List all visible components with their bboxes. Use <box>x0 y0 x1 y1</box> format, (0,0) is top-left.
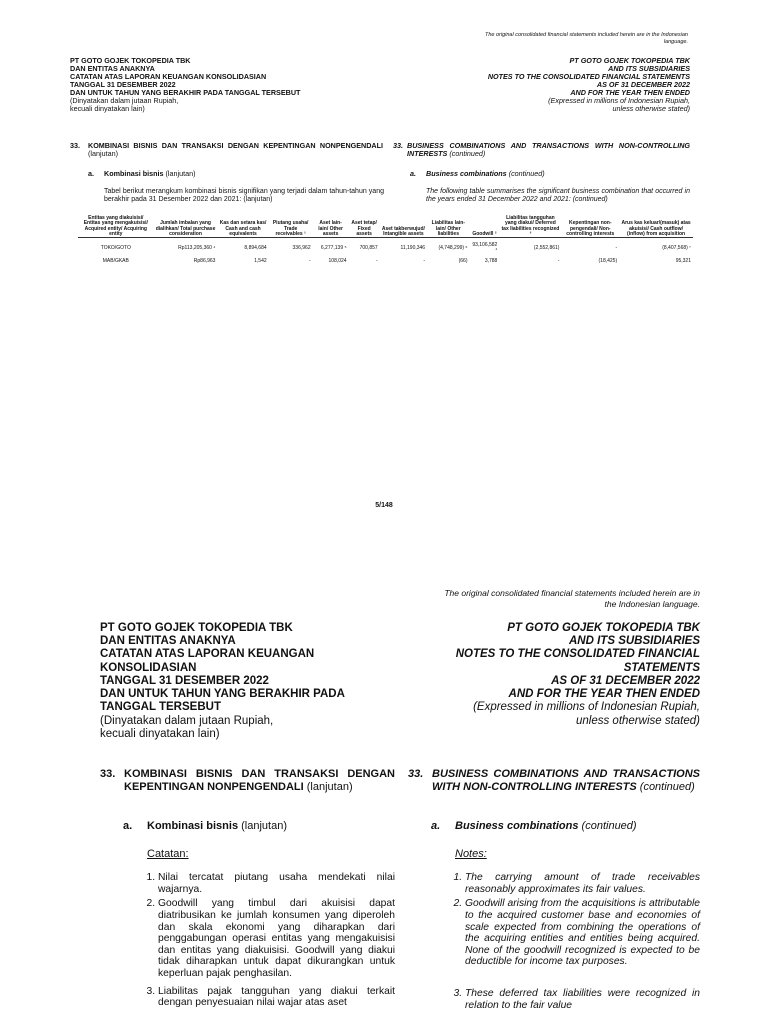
table-header-cell: Arus kas keluar/(masuk) atas akuisisi/ Cash outflow/ (inflow) from acquisition <box>619 216 693 238</box>
translation-note: The original consolidated financial statements included herein are in the Indonesian language. <box>484 32 688 46</box>
notes-list-en <box>447 872 700 1014</box>
notes-heading-en: Notes: <box>455 848 487 860</box>
list-item: 2. Goodwill yang timbul dari akuisisi dapat diatribusikan ke jumlah konsumen yang diperoleh dan skala ekonomi yang diharapkan dari penggabungan operasi entitas yang mengakuisisi dan entitas yang diakuisisi. Goodwill yang diakui tidak diharapkan untuk dapat dikurangkan untuk keperluan pajak penghasilan. <box>158 898 395 979</box>
section-title-text: KOMBINASI BISNIS DAN TRANSAKSI DENGAN KEPENTINGAN NONPENGENDALI <box>88 141 383 150</box>
section-number: 33. <box>70 141 80 150</box>
table-cell: - <box>615 244 618 251</box>
section-continued: (continued) <box>449 149 486 159</box>
table-header-cell: Liabilitas tangguhan yang diakui/ Deferred tax liabilities recognized ³ <box>499 216 561 238</box>
section-number: 33. <box>408 768 424 780</box>
right-header-line: AND FOR THE YEAR THEN ENDED <box>570 88 690 98</box>
section-title-id <box>100 768 395 793</box>
table-header-cell: Goodwill ² <box>470 216 500 238</box>
subsection-continued: (lanjutan) <box>165 169 196 178</box>
right-header-line: AND ITS SUBSIDIARIES <box>569 635 700 648</box>
subsection-title-text: Kombinasi bisnis <box>147 820 239 832</box>
translation-note: The original consolidated financial statements included herein are in the Indonesian language. <box>444 588 700 610</box>
right-header <box>400 57 690 113</box>
subsection-continued: (continued) <box>581 820 637 832</box>
page-number: 5/148 <box>375 502 393 509</box>
table-cell: 6,277,139 ⁵ <box>320 244 347 251</box>
left-header-line: (Dinyatakan dalam jutaan Rupiah, <box>100 714 274 727</box>
list-item: 3. These deferred tax liabilities were recognized in relation to the fair value <box>465 988 700 1011</box>
table-cell: 3,788 <box>484 257 498 264</box>
right-header-line: unless otherwise stated) <box>575 714 700 727</box>
table-cell: - <box>376 257 378 264</box>
subsection-continued: (lanjutan) <box>241 820 287 832</box>
section-title-text: KOMBINASI BISNIS DAN TRANSAKSI DENGAN KEPENTINGAN NONPENGENDALI <box>124 768 395 793</box>
left-header-line: kecuali dinyatakan lain) <box>100 727 220 740</box>
section-title-text: BUSINESS COMBINATIONS AND TRANSACTIONS WITH NON-CONTROLLING INTERESTS <box>407 141 690 159</box>
table-row <box>78 254 693 264</box>
table-cell: (66) <box>458 257 468 264</box>
table-cell: (4,748,299) ⁶ <box>438 244 468 251</box>
table-cell: (18,425) <box>598 257 618 264</box>
table-cell: 93,106,582 ⁴ <box>472 242 498 254</box>
table-header-cell: Kas dan setara kas/ Cash and cash equivalents <box>217 216 268 238</box>
subsection-title-en <box>410 170 545 178</box>
left-header-line: DAN ENTITAS ANAKNYA <box>70 64 155 74</box>
subsection-letter: a. <box>431 820 441 832</box>
section-continued: (continued) <box>639 780 695 793</box>
list-item: 1. Nilai tercatat piutang usaha mendekati nilai wajarnya. <box>158 872 395 895</box>
subsection-title-text: Business combinations <box>426 169 507 178</box>
subsection-letter: a. <box>410 169 416 178</box>
section-number: 33. <box>393 141 403 150</box>
subsection-continued: (continued) <box>508 169 545 178</box>
left-header-line: DAN UNTUK TAHUN YANG BERAKHIR PADA TANGGAL TERSEBUT <box>100 688 345 714</box>
table-cell: 108,024 <box>328 257 347 264</box>
notes-heading-id: Catatan: <box>147 848 189 860</box>
table-header-cell: Aset tetap/ Fixed assets <box>349 216 380 238</box>
table-cell: - <box>423 257 426 264</box>
subsection-title-text: Business combinations <box>455 820 579 832</box>
table-cell: TOKO/GOTO <box>100 244 131 251</box>
section-continued: (lanjutan) <box>88 149 118 159</box>
table-cell: MAB/GKAB <box>102 257 129 264</box>
table-cell: 1,542 <box>254 257 267 264</box>
section-title-text: BUSINESS COMBINATIONS AND TRANSACTIONS WITH NON-CONTROLLING INTERESTS <box>432 768 700 793</box>
section-continued: (lanjutan) <box>306 780 353 793</box>
table-cell: 700,857 <box>359 244 378 251</box>
section-title-id <box>70 142 383 159</box>
section-title-en <box>408 768 700 793</box>
subsection-title-text: Kombinasi bisnis <box>104 169 164 178</box>
right-header-line: NOTES TO THE CONSOLIDATED FINANCIAL STATEMENTS <box>487 72 690 82</box>
table-cell: 336,962 <box>292 244 311 251</box>
table-header-cell: Liabilitas lain-lain/ Other liabilities <box>427 216 469 238</box>
left-header-line: TANGGAL 31 DESEMBER 2022 <box>100 674 269 687</box>
subsection-letter: a. <box>123 820 133 832</box>
table-header-row <box>78 216 693 238</box>
section-title-en <box>393 142 690 159</box>
right-header-line: unless otherwise stated) <box>612 104 690 114</box>
table-cell: - <box>308 257 311 264</box>
left-header-line: DAN UNTUK TAHUN YANG BERAKHIR PADA TANGGAL TERSEBUT <box>70 88 301 98</box>
left-header-line: PT GOTO GOJEK TOKOPEDIA TBK <box>70 56 191 65</box>
table-cell: 11,190,346 <box>400 244 426 251</box>
subsection-title-id <box>88 170 195 178</box>
left-header-line: kecuali dinyatakan lain) <box>70 104 145 114</box>
table-cell: 8,894,684 <box>244 244 267 251</box>
table-header-cell: Kepentingan non-pengendali/ Non-controlling interests <box>561 216 619 238</box>
right-header-line: AND FOR THE YEAR THEN ENDED <box>508 688 700 701</box>
intro-paragraph-id: Tabel berikut merangkum kombinasi bisnis signifikan yang terjadi dalam tahun-tahun yang berakhir pada 31 Desember 2022 dan 2021: (lanjutan) <box>104 188 384 204</box>
subsection-title-en <box>431 820 637 833</box>
left-header-line: CATATAN ATAS LAPORAN KEUANGAN KONSOLIDASIAN <box>100 648 315 674</box>
right-header-line: PT GOTO GOJEK TOKOPEDIA TBK <box>569 56 690 65</box>
table-row <box>78 238 693 254</box>
right-header <box>440 622 700 728</box>
table-header-cell: Piutang usaha/ Trade receivables ¹ <box>269 216 313 238</box>
notes-list-id <box>140 872 395 1012</box>
table-cell: (8,407,568) ⁷ <box>662 244 691 251</box>
table-header-cell: Jumlah imbalan yang dialihkan/ Total purchase consideration <box>154 216 218 238</box>
left-header-line: DAN ENTITAS ANAKNYA <box>100 635 236 648</box>
business-combination-table <box>78 216 693 264</box>
right-header-line: (Expressed in millions of Indonesian Rupiah, <box>548 96 690 106</box>
section-number: 33. <box>100 768 116 780</box>
table-cell: Rp86,963 <box>193 257 216 264</box>
left-header-line: (Dinyatakan dalam jutaan Rupiah, <box>70 96 179 106</box>
table-header-cell: Aset takberwujud/ Intangible assets <box>380 216 427 238</box>
left-header-line: TANGGAL 31 DESEMBER 2022 <box>70 80 176 90</box>
right-header-line: AS OF 31 DECEMBER 2022 <box>596 80 690 90</box>
subsection-title-id <box>123 820 287 833</box>
list-item: 2. Goodwill arising from the acquisitions is attributable to the acquired customer base and economies of scale expected from combining the operations of the acquiring entities and entities being acquired. None of the goodwill recognized is expected to be deductible for income tax purposes. <box>465 898 700 968</box>
table-cell: - <box>557 257 560 264</box>
right-header-line: NOTES TO THE CONSOLIDATED FINANCIAL STATEMENTS <box>455 648 700 674</box>
table-cell: (2,552,861) <box>533 244 560 251</box>
left-header <box>100 622 350 741</box>
table-cell: 95,321 <box>675 257 691 264</box>
right-header-line: AND ITS SUBSIDIARIES <box>608 64 690 74</box>
left-header-line: PT GOTO GOJEK TOKOPEDIA TBK <box>100 622 293 634</box>
table-header-cell: Aset lain-lain/ Other assets <box>313 216 349 238</box>
list-item: 3. Liabilitas pajak tangguhan yang diakui terkait dengan penyesuaian nilai wajar atas aset <box>158 986 395 1009</box>
right-header-line: PT GOTO GOJEK TOKOPEDIA TBK <box>507 622 700 634</box>
right-header-line: AS OF 31 DECEMBER 2022 <box>551 674 700 687</box>
intro-paragraph-en: The following table summarises the significant business combination that occurred in the years ended 31 December 2022 and 2021: (continued) <box>426 188 690 204</box>
left-header <box>70 57 400 113</box>
table-header-cell: Entitas yang diakuisisi/ Entitas yang mengakuisisi/ Acquired entity/ Acquiring entity <box>78 216 154 238</box>
subsection-letter: a. <box>88 169 94 178</box>
table-cell: Rp113,205,360 ⁴ <box>178 244 216 251</box>
list-item: 1. The carrying amount of trade receivables reasonably approximates its fair values. <box>465 872 700 895</box>
right-header-line: (Expressed in millions of Indonesian Rupiah, <box>473 701 700 714</box>
left-header-line: CATATAN ATAS LAPORAN KEUANGAN KONSOLIDASIAN <box>70 72 267 82</box>
